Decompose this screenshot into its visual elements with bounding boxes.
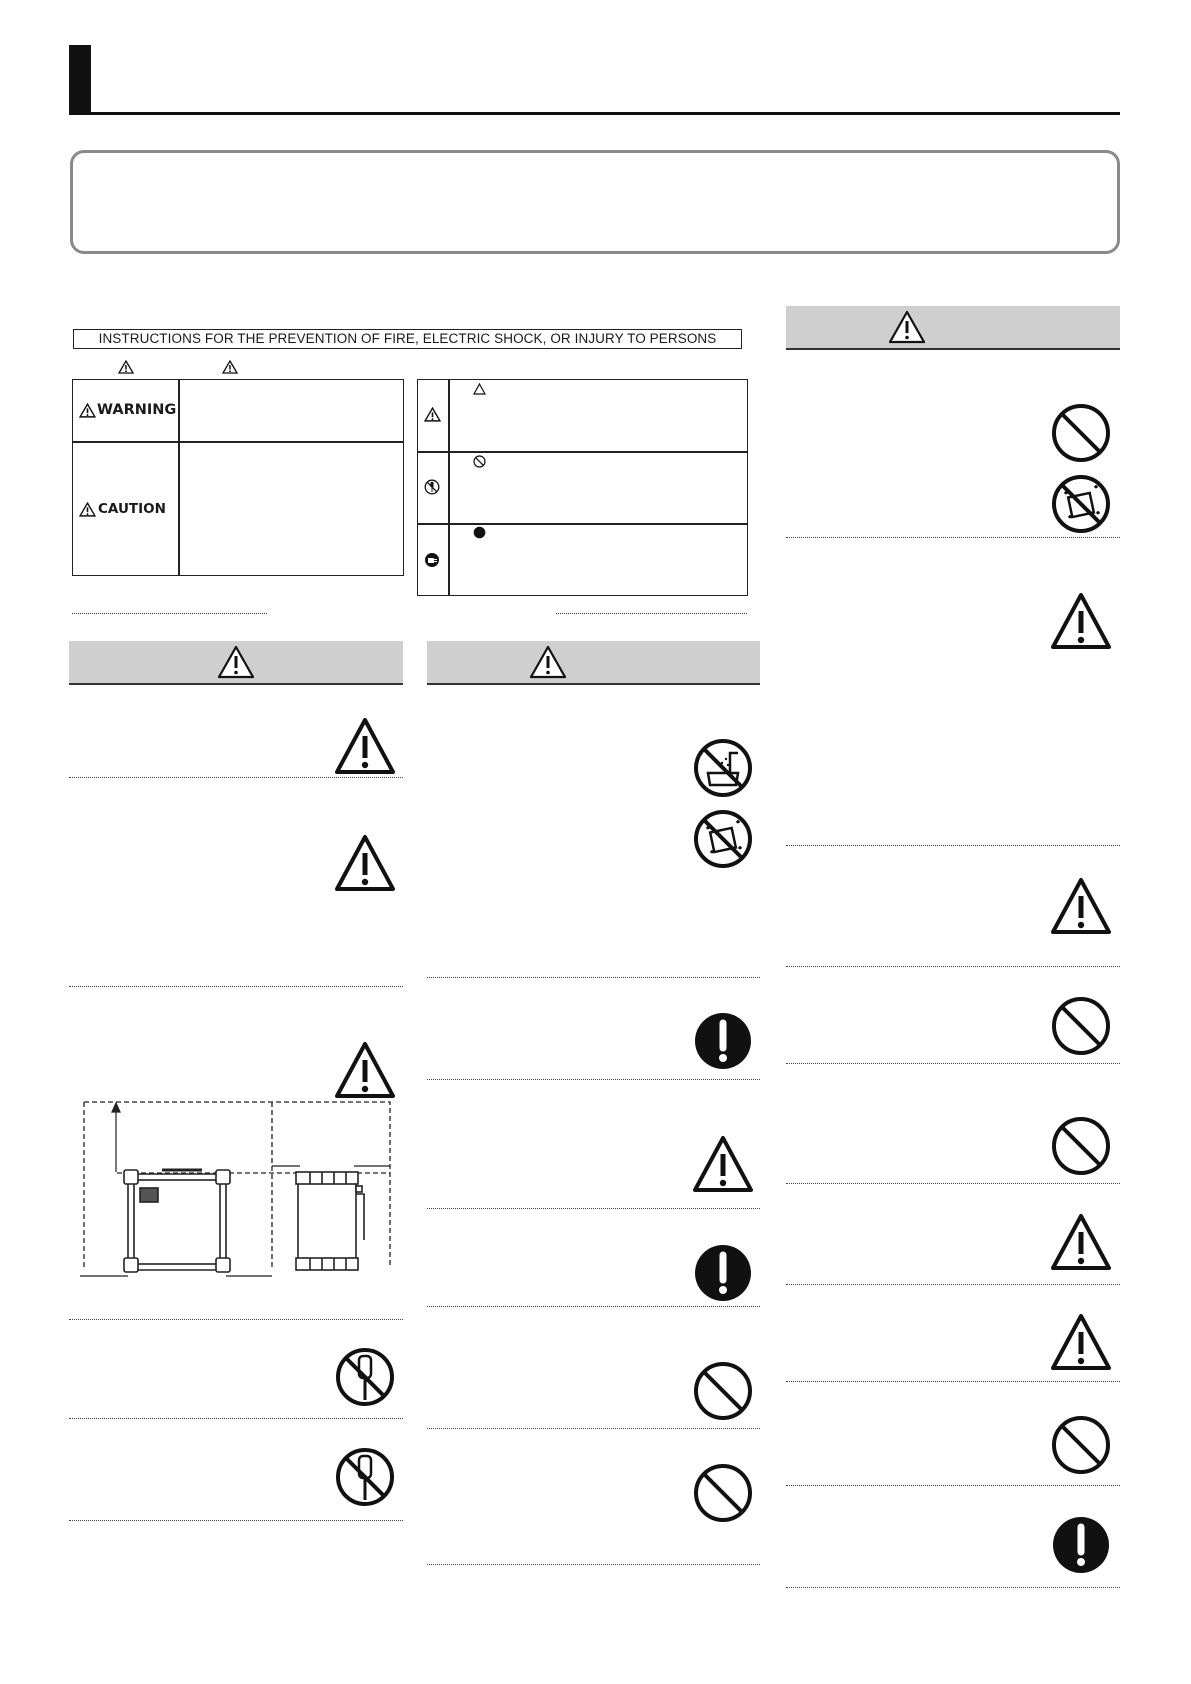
mandatory-exclamation-icon (1050, 1514, 1112, 1576)
separator (556, 613, 747, 614)
separator (786, 1587, 1120, 1588)
prohibition-circle-icon (1050, 1115, 1112, 1177)
separator (427, 1208, 760, 1209)
caution-triangle-icon (334, 1040, 396, 1102)
no-water-splash-icon (1050, 473, 1112, 535)
caution-triangle-icon (888, 310, 926, 344)
separator (427, 1079, 760, 1080)
separator (72, 613, 267, 614)
caution-triangle-icon (222, 360, 238, 374)
caution-triangle-icon (529, 645, 567, 679)
separator (427, 1428, 760, 1429)
separator (786, 845, 1120, 846)
caution-triangle-icon (1050, 1212, 1112, 1274)
prohibition-circle-icon (1050, 402, 1112, 464)
warning-band-middle (427, 641, 760, 685)
no-disassemble-icon (334, 1346, 396, 1408)
warning-band-right (786, 306, 1120, 350)
filled-dot-icon (473, 526, 486, 539)
header-rule (69, 112, 1120, 115)
caution-triangle-icon (217, 645, 255, 679)
separator (427, 977, 760, 978)
caution-triangle-icon (118, 360, 134, 374)
separator (786, 1183, 1120, 1184)
caution-triangle-icon (1050, 1312, 1112, 1374)
warning-label: WARNING (97, 402, 177, 418)
title-box (70, 150, 1120, 254)
caution-triangle-icon (334, 833, 396, 895)
header-tab (69, 45, 91, 115)
separator (786, 966, 1120, 967)
separator (69, 1520, 403, 1521)
prohibition-circle-icon (692, 1360, 754, 1422)
separator (69, 777, 403, 778)
caution-triangle-icon (424, 407, 441, 422)
separator (69, 1418, 403, 1419)
separator (427, 1306, 760, 1307)
separator (786, 1063, 1120, 1064)
caution-triangle-icon (692, 1134, 754, 1196)
mandatory-exclamation-icon (692, 1242, 754, 1304)
separator (786, 1485, 1120, 1486)
no-water-splash-icon (692, 808, 754, 870)
instructions-banner: INSTRUCTIONS FOR THE PREVENTION OF FIRE, ELECTRIC SHOCK, OR INJURY TO PERSONS (73, 329, 742, 349)
caution-triangle-icon (1050, 591, 1112, 653)
mandatory-exclamation-icon (692, 1010, 754, 1072)
no-bathroom-icon (692, 737, 754, 799)
no-disassemble-icon (334, 1446, 396, 1508)
separator (786, 1381, 1120, 1382)
caution-triangle-icon (79, 403, 96, 418)
unplug-icon (424, 552, 440, 568)
caution-label: CAUTION (98, 501, 166, 517)
amplifier-clearance-diagram (72, 1098, 402, 1284)
symbols-table (417, 379, 748, 596)
caution-triangle-icon (1050, 876, 1112, 938)
triangle-outline-icon (473, 383, 486, 395)
prohibition-circle-icon (692, 1462, 754, 1524)
warning-band-left (69, 641, 403, 685)
caution-triangle-icon (79, 502, 96, 517)
separator (427, 1564, 760, 1565)
prohibition-circle-icon (473, 455, 486, 468)
separator (786, 1284, 1120, 1285)
separator (786, 537, 1120, 538)
caution-triangle-icon (334, 716, 396, 778)
no-disassemble-icon (424, 479, 440, 495)
separator (69, 1319, 403, 1320)
separator (69, 986, 403, 987)
prohibition-circle-icon (1050, 1414, 1112, 1476)
prohibition-circle-icon (1050, 995, 1112, 1057)
